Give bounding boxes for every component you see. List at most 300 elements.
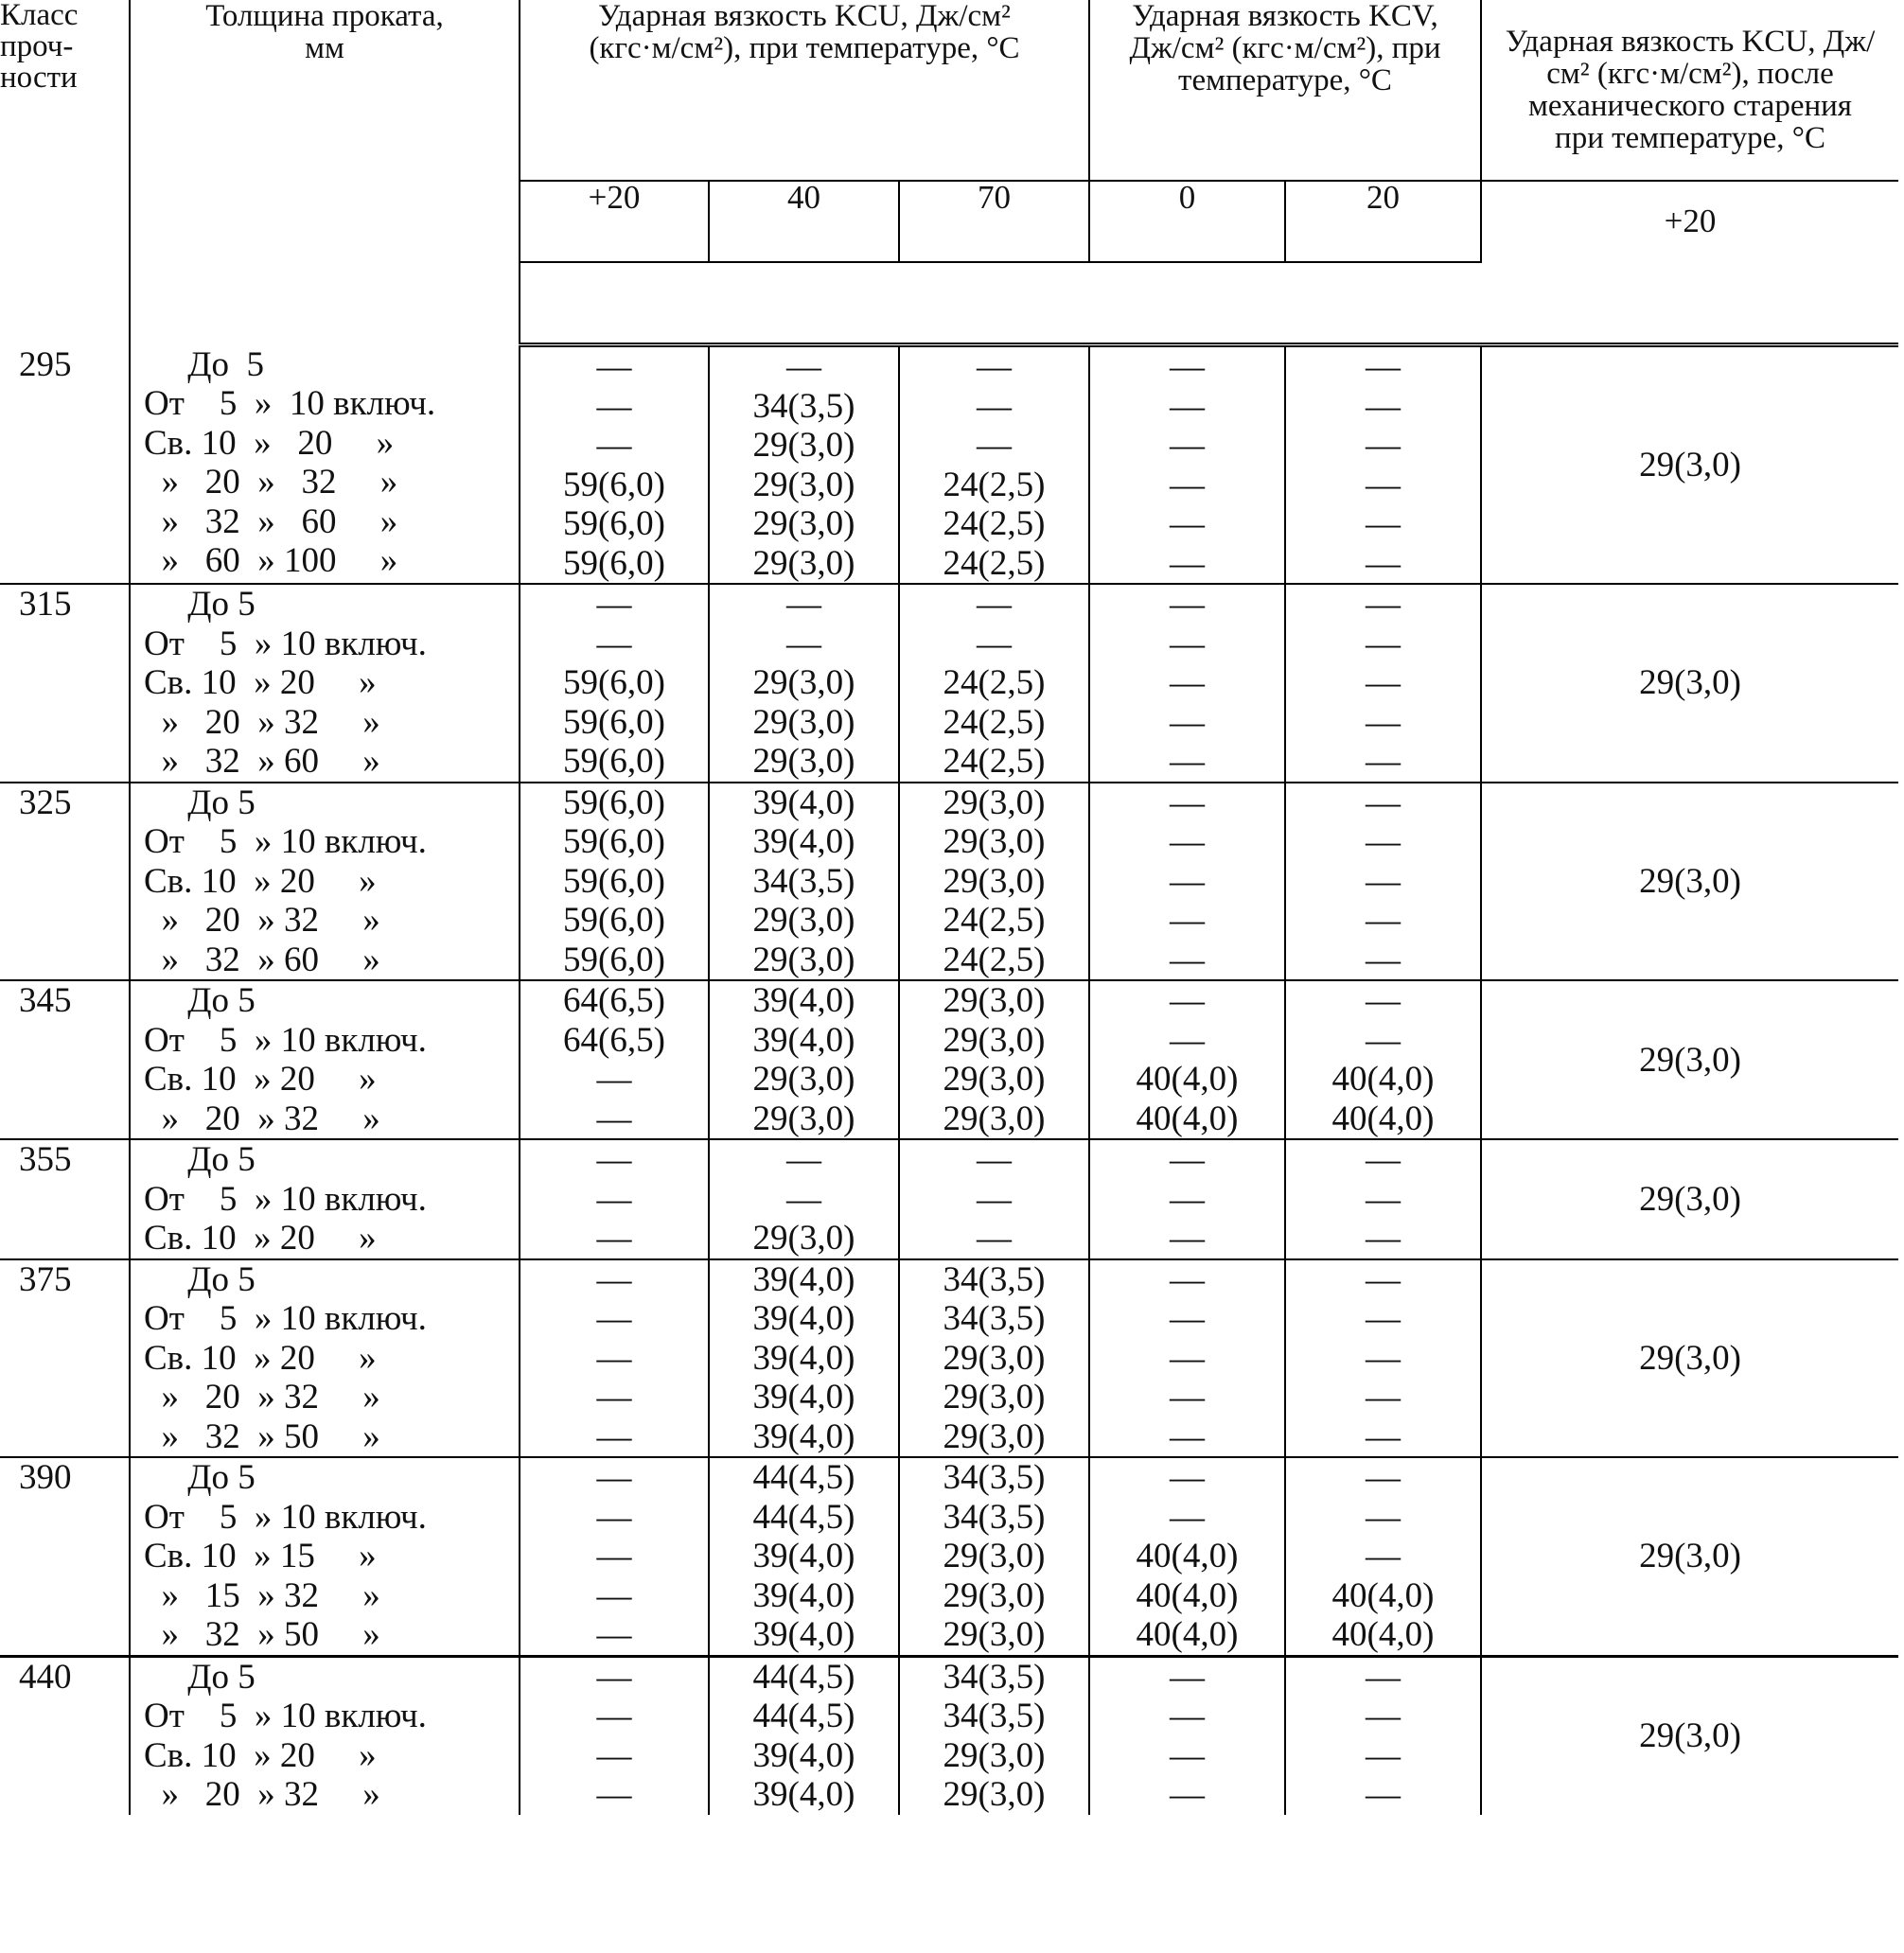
thickness-cell bbox=[130, 1457, 520, 1656]
kcv-0-value: 40(4,0) bbox=[1136, 1575, 1239, 1615]
kcu-70-value: 29(3,0) bbox=[943, 1615, 1046, 1654]
kcu-40-cell bbox=[709, 1457, 899, 1656]
kcv-0-value: — bbox=[1170, 822, 1205, 861]
kcu-70-value: 29(3,0) bbox=[943, 1020, 1046, 1060]
thickness-range: От 5 » 10 включ. bbox=[144, 384, 436, 423]
kcv-20-value: — bbox=[1366, 742, 1401, 781]
thickness-range: Св. 10 » 20 » bbox=[144, 1219, 377, 1258]
thickness-cell bbox=[130, 584, 520, 783]
kcv-20-value: — bbox=[1366, 585, 1401, 624]
kcu-20-value: 59(6,0) bbox=[563, 465, 665, 504]
kcu-20-cell bbox=[520, 783, 709, 981]
kcu-40-value: 29(3,0) bbox=[752, 901, 855, 940]
kcu-40-cell bbox=[709, 783, 899, 981]
kcu-20-value: 59(6,0) bbox=[563, 783, 665, 822]
kcv-0-value: — bbox=[1170, 663, 1205, 702]
kcu-40-value: 34(3,5) bbox=[752, 386, 855, 426]
thickness-range: » 20 » 32 » bbox=[144, 1099, 380, 1138]
kcu-70-value: 29(3,0) bbox=[943, 1575, 1046, 1615]
kcu-40-value: 29(3,0) bbox=[752, 543, 855, 583]
kcu-20-value: — bbox=[596, 1697, 632, 1735]
thickness-range: До 5 bbox=[144, 783, 256, 822]
thickness-range: От 5 » 10 включ. bbox=[144, 1179, 427, 1219]
thickness-range: От 5 » 10 включ. bbox=[144, 1299, 427, 1338]
kcu-aging-value: 29(3,0) bbox=[1481, 1139, 1898, 1259]
kcv-0-value: — bbox=[1170, 465, 1205, 504]
kcu-70-value: — bbox=[977, 347, 1012, 386]
kcu-70-value: — bbox=[977, 1219, 1012, 1258]
thickness-range: Св. 10 » 20 » bbox=[144, 423, 395, 463]
header-temp-kcv-0: 0 bbox=[1089, 181, 1285, 262]
kcv-0-value: — bbox=[1170, 742, 1205, 781]
kcv-20-value: — bbox=[1366, 1140, 1401, 1179]
kcv-0-cell bbox=[1089, 345, 1285, 585]
kcu-70-value: — bbox=[977, 624, 1012, 663]
kcu-40-cell bbox=[709, 345, 899, 585]
kcu-40-value: 39(4,0) bbox=[752, 1575, 855, 1615]
kcu-70-cell bbox=[899, 783, 1089, 981]
kcu-70-cell bbox=[899, 584, 1089, 783]
kcu-70-value: 24(2,5) bbox=[943, 742, 1046, 781]
kcv-20-value: — bbox=[1366, 543, 1401, 583]
strength-class-cell bbox=[0, 345, 130, 585]
kcu-20-value: — bbox=[596, 1099, 632, 1138]
kcu-40-value: 44(4,5) bbox=[752, 1458, 855, 1497]
kcu-70-value: 29(3,0) bbox=[943, 1378, 1046, 1416]
kcu-40-value: 29(3,0) bbox=[752, 1060, 855, 1099]
kcu-40-value: 29(3,0) bbox=[752, 742, 855, 781]
kcu-70-value: 29(3,0) bbox=[943, 1338, 1046, 1378]
kcu-70-cell bbox=[899, 345, 1089, 585]
kcu-70-value: 24(2,5) bbox=[943, 663, 1046, 702]
kcv-20-value: — bbox=[1366, 1657, 1401, 1697]
kcu-20-value: — bbox=[596, 1259, 632, 1299]
kcu-70-value: 34(3,5) bbox=[943, 1458, 1046, 1497]
thickness-range: Св. 10 » 20 » bbox=[144, 663, 377, 702]
kcu-40-value: 44(4,5) bbox=[752, 1497, 855, 1537]
kcv-20-value: — bbox=[1366, 1735, 1401, 1775]
thickness-range: До 5 bbox=[144, 1140, 256, 1179]
kcu-70-value: 29(3,0) bbox=[943, 1775, 1046, 1814]
kcv-20-value: — bbox=[1366, 1219, 1401, 1258]
thickness-cell bbox=[130, 980, 520, 1139]
kcv-20-value: — bbox=[1366, 1338, 1401, 1378]
strength-class: 355 bbox=[19, 1140, 72, 1179]
kcu-70-value: 34(3,5) bbox=[943, 1697, 1046, 1735]
thickness-range: » 32 » 60 » bbox=[144, 940, 380, 979]
kcu-20-value: 59(6,0) bbox=[563, 663, 665, 702]
kcv-0-value: — bbox=[1170, 981, 1205, 1020]
kcv-0-value: — bbox=[1170, 1697, 1205, 1735]
kcu-20-value: — bbox=[596, 1657, 632, 1697]
kcu-20-cell bbox=[520, 1656, 709, 1815]
kcu-20-value: — bbox=[596, 347, 632, 386]
kcu-20-value: — bbox=[596, 1378, 632, 1416]
table-row bbox=[0, 1457, 1898, 1656]
kcu-20-cell bbox=[520, 1259, 709, 1458]
kcu-20-value: — bbox=[596, 1140, 632, 1179]
thickness-range: » 32 » 50 » bbox=[144, 1416, 380, 1456]
header-temp-kcu-70: 70 bbox=[899, 181, 1089, 262]
kcv-0-value: — bbox=[1170, 1219, 1205, 1258]
thickness-cell bbox=[130, 1656, 520, 1815]
kcv-20-value: — bbox=[1366, 981, 1401, 1020]
kcv-0-value: — bbox=[1170, 1657, 1205, 1697]
thickness-cell bbox=[130, 1259, 520, 1458]
kcu-40-value: 39(4,0) bbox=[752, 1775, 855, 1814]
kcv-20-value: — bbox=[1366, 1259, 1401, 1299]
thickness-range: Св. 10 » 20 » bbox=[144, 861, 377, 901]
kcu-70-cell bbox=[899, 980, 1089, 1139]
kcv-0-value: — bbox=[1170, 901, 1205, 940]
thickness-range: От 5 » 10 включ. bbox=[144, 1497, 427, 1537]
kcv-20-value: — bbox=[1366, 702, 1401, 742]
thickness-range: Св. 10 » 20 » bbox=[144, 1060, 377, 1099]
strength-class-cell bbox=[0, 980, 130, 1139]
kcv-0-value: — bbox=[1170, 1020, 1205, 1060]
header-kcu: Ударная вязкость KCU, Дж/см² (кгс·м/см²), при температуре, °C bbox=[520, 0, 1089, 181]
kcu-20-cell bbox=[520, 980, 709, 1139]
strength-class: 375 bbox=[19, 1259, 72, 1299]
kcu-aging-value: 29(3,0) bbox=[1481, 783, 1898, 981]
thickness-range: До 5 bbox=[144, 1657, 256, 1697]
kcu-20-value: — bbox=[596, 1299, 632, 1338]
kcu-40-cell bbox=[709, 980, 899, 1139]
kcu-20-value: — bbox=[596, 585, 632, 624]
kcu-40-value: — bbox=[786, 347, 821, 386]
kcv-20-value: — bbox=[1366, 1497, 1401, 1537]
strength-class: 315 bbox=[19, 585, 72, 624]
kcv-0-value: — bbox=[1170, 783, 1205, 822]
strength-class-cell bbox=[0, 1656, 130, 1815]
thickness-range: » 32 » 60 » bbox=[144, 742, 380, 781]
header-temp-kcu-40: 40 bbox=[709, 181, 899, 262]
kcv-20-value: — bbox=[1366, 624, 1401, 663]
strength-class: 345 bbox=[19, 981, 72, 1020]
kcu-20-value: — bbox=[596, 1775, 632, 1814]
kcu-40-value: — bbox=[786, 1140, 821, 1179]
kcu-20-value: — bbox=[596, 386, 632, 426]
kcv-0-value: 40(4,0) bbox=[1136, 1615, 1239, 1654]
kcu-20-value: — bbox=[596, 1735, 632, 1775]
kcu-70-value: 29(3,0) bbox=[943, 1099, 1046, 1138]
strength-class: 390 bbox=[19, 1458, 72, 1497]
kcu-40-value: 39(4,0) bbox=[752, 1020, 855, 1060]
kcv-20-value: — bbox=[1366, 1697, 1401, 1735]
kcv-0-cell bbox=[1089, 783, 1285, 981]
kcv-20-value: — bbox=[1366, 861, 1401, 901]
kcv-0-value: — bbox=[1170, 426, 1205, 465]
kcv-20-cell bbox=[1285, 345, 1481, 585]
kcv-20-value: — bbox=[1366, 1537, 1401, 1575]
kcv-20-value: 40(4,0) bbox=[1331, 1615, 1435, 1654]
kcu-20-value: 59(6,0) bbox=[563, 742, 665, 781]
kcu-70-value: 34(3,5) bbox=[943, 1259, 1046, 1299]
thickness-range: » 20 » 32 » bbox=[144, 463, 398, 501]
kcu-20-value: — bbox=[596, 1575, 632, 1615]
thickness-range: Св. 10 » 20 » bbox=[144, 1338, 377, 1378]
kcv-20-value: — bbox=[1366, 1458, 1401, 1497]
kcv-20-value: — bbox=[1366, 783, 1401, 822]
kcu-20-value: — bbox=[596, 1179, 632, 1219]
kcu-70-cell bbox=[899, 1139, 1089, 1259]
kcv-0-value: — bbox=[1170, 1259, 1205, 1299]
kcv-0-value: — bbox=[1170, 1458, 1205, 1497]
kcv-0-value: — bbox=[1170, 940, 1205, 979]
thickness-range: » 20 » 32 » bbox=[144, 702, 380, 742]
kcv-20-value: — bbox=[1366, 347, 1401, 386]
strength-class: 440 bbox=[19, 1657, 72, 1697]
kcv-20-value: — bbox=[1366, 1378, 1401, 1416]
kcv-0-cell bbox=[1089, 1139, 1285, 1259]
kcv-0-value: — bbox=[1170, 543, 1205, 583]
thickness-range: До 5 bbox=[144, 981, 256, 1020]
kcv-0-value: — bbox=[1170, 1338, 1205, 1378]
header-temp-kcu-20: +20 bbox=[520, 181, 709, 262]
kcv-20-value: 40(4,0) bbox=[1331, 1099, 1435, 1138]
thickness-range: От 5 » 10 включ. bbox=[144, 1020, 427, 1060]
kcu-20-value: 64(6,5) bbox=[563, 1020, 665, 1060]
thickness-range: » 15 » 32 » bbox=[144, 1575, 380, 1615]
table-row bbox=[0, 1259, 1898, 1458]
kcv-20-cell bbox=[1285, 980, 1481, 1139]
kcv-0-value: — bbox=[1170, 1735, 1205, 1775]
kcu-70-value: 34(3,5) bbox=[943, 1299, 1046, 1338]
kcv-20-cell bbox=[1285, 1656, 1481, 1815]
table-row bbox=[0, 980, 1898, 1139]
kcu-70-value: 29(3,0) bbox=[943, 783, 1046, 822]
kcv-0-value: — bbox=[1170, 504, 1205, 543]
kcv-0-value: — bbox=[1170, 1378, 1205, 1416]
kcv-0-value: — bbox=[1170, 347, 1205, 386]
kcv-20-cell bbox=[1285, 1259, 1481, 1458]
thickness-cell bbox=[130, 345, 520, 585]
kcu-20-value: 59(6,0) bbox=[563, 822, 665, 861]
thickness-range: До 5 bbox=[144, 1259, 256, 1299]
kcu-70-value: — bbox=[977, 1140, 1012, 1179]
kcv-20-cell bbox=[1285, 1457, 1481, 1656]
kcu-70-value: 24(2,5) bbox=[943, 504, 1046, 543]
kcu-40-value: 29(3,0) bbox=[752, 663, 855, 702]
kcu-70-value: 34(3,5) bbox=[943, 1497, 1046, 1537]
kcv-20-value: — bbox=[1366, 1020, 1401, 1060]
thickness-range: До 5 bbox=[144, 344, 264, 384]
table-row bbox=[0, 584, 1898, 783]
kcu-70-value: 24(2,5) bbox=[943, 901, 1046, 940]
thickness-range: » 20 » 32 » bbox=[144, 1378, 380, 1416]
kcu-40-value: 39(4,0) bbox=[752, 1378, 855, 1416]
kcv-20-value: — bbox=[1366, 1416, 1401, 1456]
kcv-20-value: — bbox=[1366, 465, 1401, 504]
kcu-40-value: 44(4,5) bbox=[752, 1657, 855, 1697]
strength-class-cell bbox=[0, 584, 130, 783]
kcu-70-value: 29(3,0) bbox=[943, 981, 1046, 1020]
kcv-20-value: — bbox=[1366, 1299, 1401, 1338]
table-body bbox=[0, 345, 1898, 1815]
kcu-70-cell bbox=[899, 1656, 1089, 1815]
kcu-20-value: — bbox=[596, 1416, 632, 1456]
strength-class-cell bbox=[0, 783, 130, 981]
kcv-20-value: — bbox=[1366, 901, 1401, 940]
strength-class: 295 bbox=[19, 344, 72, 384]
kcu-40-cell bbox=[709, 1259, 899, 1458]
kcv-0-value: — bbox=[1170, 585, 1205, 624]
kcu-70-value: 29(3,0) bbox=[943, 1537, 1046, 1575]
kcu-70-value: 24(2,5) bbox=[943, 940, 1046, 979]
header-kcu-aging-group bbox=[1481, 0, 1898, 262]
kcu-40-cell bbox=[709, 1656, 899, 1815]
kcu-70-value: 24(2,5) bbox=[943, 702, 1046, 742]
kcv-0-value: — bbox=[1170, 1497, 1205, 1537]
kcu-40-value: 29(3,0) bbox=[752, 504, 855, 543]
kcv-0-value: — bbox=[1170, 702, 1205, 742]
strength-class-cell bbox=[0, 1259, 130, 1458]
kcu-20-value: — bbox=[596, 426, 632, 465]
thickness-range: Св. 10 » 15 » bbox=[144, 1537, 377, 1575]
kcv-0-value: 40(4,0) bbox=[1136, 1099, 1239, 1138]
kcv-20-value: — bbox=[1366, 940, 1401, 979]
kcu-aging-value: 29(3,0) bbox=[1481, 980, 1898, 1139]
kcu-40-value: 44(4,5) bbox=[752, 1697, 855, 1735]
kcu-40-cell bbox=[709, 1139, 899, 1259]
kcu-40-value: 29(3,0) bbox=[752, 426, 855, 465]
thickness-range: » 20 » 32 » bbox=[144, 1775, 380, 1814]
kcu-20-cell bbox=[520, 1457, 709, 1656]
kcu-20-cell bbox=[520, 1139, 709, 1259]
header-temp-kcv-20: 20 bbox=[1285, 181, 1481, 262]
kcv-20-cell bbox=[1285, 783, 1481, 981]
kcu-20-value: — bbox=[596, 624, 632, 663]
kcv-0-cell bbox=[1089, 980, 1285, 1139]
kcv-20-value: 40(4,0) bbox=[1331, 1060, 1435, 1099]
kcu-70-cell bbox=[899, 1259, 1089, 1458]
kcu-40-value: 39(4,0) bbox=[752, 1735, 855, 1775]
kcu-20-value: — bbox=[596, 1338, 632, 1378]
kcv-20-cell bbox=[1285, 584, 1481, 783]
thickness-range: До 5 bbox=[144, 1458, 256, 1497]
kcu-20-cell bbox=[520, 584, 709, 783]
kcu-40-value: — bbox=[786, 585, 821, 624]
strength-class-cell bbox=[0, 1139, 130, 1259]
kcu-70-value: — bbox=[977, 386, 1012, 426]
kcu-40-value: 39(4,0) bbox=[752, 783, 855, 822]
header-empty-row bbox=[520, 262, 1898, 345]
kcv-20-value: — bbox=[1366, 386, 1401, 426]
kcu-70-value: 24(2,5) bbox=[943, 465, 1046, 504]
kcu-aging-value: 29(3,0) bbox=[1481, 584, 1898, 783]
kcv-20-value: — bbox=[1366, 822, 1401, 861]
kcu-20-value: 59(6,0) bbox=[563, 504, 665, 543]
kcu-40-value: 29(3,0) bbox=[752, 940, 855, 979]
table-row bbox=[0, 1656, 1898, 1815]
header-strength-class: Класс проч- ности bbox=[0, 0, 79, 95]
header-kcv: Ударная вязкость KCV, Дж/см² (кгс·м/см²), при температуре, °C bbox=[1089, 0, 1481, 181]
kcu-20-value: — bbox=[596, 1497, 632, 1537]
kcu-20-value: — bbox=[596, 1458, 632, 1497]
kcu-40-value: 39(4,0) bbox=[752, 1259, 855, 1299]
thickness-range: » 32 » 50 » bbox=[144, 1615, 380, 1654]
kcu-20-value: 59(6,0) bbox=[563, 901, 665, 940]
kcu-70-value: 29(3,0) bbox=[943, 1416, 1046, 1456]
kcv-0-value: — bbox=[1170, 1299, 1205, 1338]
kcu-70-value: 29(3,0) bbox=[943, 861, 1046, 901]
kcv-0-value: — bbox=[1170, 1140, 1205, 1179]
kcu-aging-value: 29(3,0) bbox=[1481, 1259, 1898, 1458]
kcu-20-value: 59(6,0) bbox=[563, 940, 665, 979]
kcv-20-value: — bbox=[1366, 504, 1401, 543]
thickness-range: От 5 » 10 включ. bbox=[144, 624, 427, 663]
kcu-40-value: 39(4,0) bbox=[752, 1338, 855, 1378]
kcu-20-value: — bbox=[596, 1219, 632, 1258]
kcu-20-value: 59(6,0) bbox=[563, 861, 665, 901]
kcu-40-value: 39(4,0) bbox=[752, 1416, 855, 1456]
kcu-20-value: — bbox=[596, 1537, 632, 1575]
kcu-20-cell bbox=[520, 345, 709, 585]
kcv-0-value: — bbox=[1170, 1775, 1205, 1814]
kcu-70-value: 24(2,5) bbox=[943, 543, 1046, 583]
table-header bbox=[0, 0, 1898, 345]
header-kcu-aging: Ударная вязкость KCU, Дж/см² (кгс·м/см²), после механического старения при температуре, °C bbox=[1482, 0, 1898, 182]
kcu-40-value: — bbox=[786, 624, 821, 663]
kcu-aging-value: 29(3,0) bbox=[1481, 345, 1898, 585]
kcu-40-value: 39(4,0) bbox=[752, 981, 855, 1020]
kcu-40-value: 39(4,0) bbox=[752, 1299, 855, 1338]
kcu-70-value: 29(3,0) bbox=[943, 822, 1046, 861]
thickness-range: » 32 » 60 » bbox=[144, 501, 398, 541]
kcv-0-value: 40(4,0) bbox=[1136, 1537, 1239, 1575]
kcu-40-value: 39(4,0) bbox=[752, 822, 855, 861]
thickness-cell bbox=[130, 1139, 520, 1259]
kcu-20-value: 59(6,0) bbox=[563, 702, 665, 742]
table-row bbox=[0, 783, 1898, 981]
kcu-40-value: 29(3,0) bbox=[752, 1219, 855, 1258]
kcv-20-value: — bbox=[1366, 663, 1401, 702]
kcu-aging-value: 29(3,0) bbox=[1481, 1457, 1898, 1656]
kcv-20-value: — bbox=[1366, 1775, 1401, 1814]
kcv-0-value: — bbox=[1170, 1179, 1205, 1219]
strength-class-cell bbox=[0, 1457, 130, 1656]
kcu-70-value: 29(3,0) bbox=[943, 1735, 1046, 1775]
kcv-0-cell bbox=[1089, 1259, 1285, 1458]
strength-class: 325 bbox=[19, 783, 72, 822]
table-row bbox=[0, 345, 1898, 585]
header-temp-aging: +20 bbox=[1664, 202, 1717, 239]
kcv-0-cell bbox=[1089, 1656, 1285, 1815]
kcv-20-value: — bbox=[1366, 426, 1401, 465]
kcu-40-value: 39(4,0) bbox=[752, 1615, 855, 1654]
kcv-0-cell bbox=[1089, 584, 1285, 783]
kcv-0-value: 40(4,0) bbox=[1136, 1060, 1239, 1099]
kcu-70-value: — bbox=[977, 426, 1012, 465]
thickness-range: » 20 » 32 » bbox=[144, 901, 380, 940]
kcu-40-value: 34(3,5) bbox=[752, 861, 855, 901]
kcv-20-value: — bbox=[1366, 1179, 1401, 1219]
table-row bbox=[0, 1139, 1898, 1259]
kcu-40-value: — bbox=[786, 1179, 821, 1219]
kcu-70-value: — bbox=[977, 1179, 1012, 1219]
thickness-range: До 5 bbox=[144, 585, 256, 624]
kcv-20-value: 40(4,0) bbox=[1331, 1575, 1435, 1615]
thickness-cell bbox=[130, 783, 520, 981]
kcu-20-value: — bbox=[596, 1615, 632, 1654]
kcu-40-value: 39(4,0) bbox=[752, 1537, 855, 1575]
thickness-range: От 5 » 10 включ. bbox=[144, 822, 427, 861]
kcu-20-value: — bbox=[596, 1060, 632, 1099]
header-thickness: Толщина проката, мм bbox=[130, 0, 520, 345]
kcv-20-cell bbox=[1285, 1139, 1481, 1259]
thickness-range: Св. 10 » 20 » bbox=[144, 1735, 377, 1775]
kcu-20-value: 64(6,5) bbox=[563, 981, 665, 1020]
